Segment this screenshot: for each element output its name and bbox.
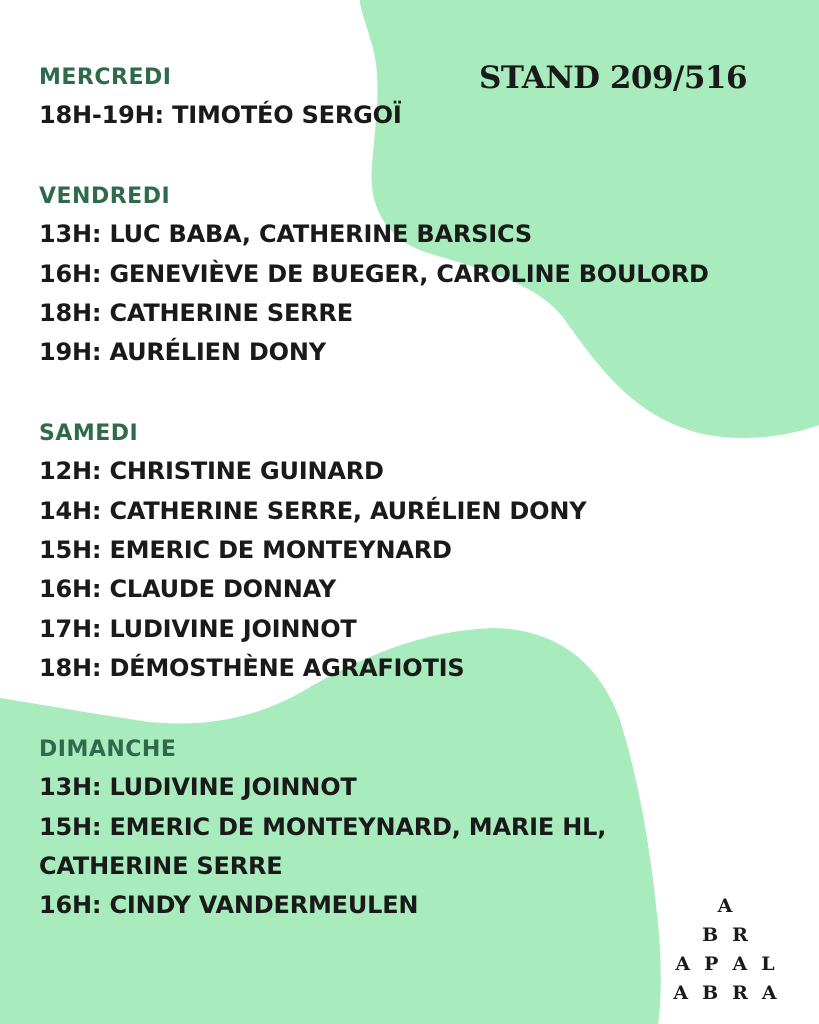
slot-item: 18H: DÉMOSTHÈNE AGRAFIOTIS [39, 653, 465, 682]
logo-letter: A [673, 982, 689, 1004]
day-section-vendredi [39, 179, 809, 372]
logo-letter: A [761, 982, 777, 1004]
slot-list [39, 452, 809, 688]
logo-letter: B [702, 924, 719, 946]
slot-item: 16H: CLAUDE DONNAY [39, 575, 336, 604]
logo-letter: P [704, 953, 719, 975]
logo-row [660, 892, 790, 921]
logo-row [660, 921, 790, 950]
slot-item: 19H: AURÉLIEN DONY [39, 338, 326, 367]
slot-item: 13H: LUDIVINE JOINNOT [39, 773, 357, 802]
logo-letter: A [675, 953, 691, 975]
slot-item: 12H: CHRISTINE GUINARD [39, 457, 384, 486]
slot-item: 14H: CATHERINE SERRE, AURÉLIEN DONY [39, 496, 587, 525]
slot-list [39, 96, 809, 135]
day-title: MERCREDI [39, 65, 172, 90]
logo-row [660, 979, 790, 1008]
slot-item: 15H: EMERIC DE MONTEYNARD, MARIE HL, [39, 812, 607, 841]
logo-letter: A [717, 895, 733, 917]
logo-letter: L [761, 953, 775, 975]
slot-item: 13H: LUC BABA, CATHERINE BARSICS [39, 220, 532, 249]
day-section-mercredi [39, 60, 809, 135]
slot-item: CATHERINE SERRE [39, 851, 283, 880]
slot-item: 18H-19H: TIMOTÉO SERGOÏ [39, 101, 402, 129]
logo-letter: R [732, 924, 748, 946]
day-title: SAMEDI [39, 421, 139, 447]
logo-row [660, 950, 790, 979]
slot-item: 18H: CATHERINE SERRE [39, 298, 353, 327]
day-title: DIMANCHE [39, 737, 177, 763]
logo-letter: B [702, 982, 719, 1004]
slot-item: 16H: GENEVIÈVE DE BUEGER, CAROLINE BOULORD [39, 259, 709, 288]
logo-letter: A [732, 953, 748, 975]
abrapalabra-logo [660, 892, 790, 1008]
slot-item: 15H: EMERIC DE MONTEYNARD [39, 536, 452, 565]
logo-letter: R [732, 982, 748, 1004]
schedule [39, 60, 809, 969]
stand-number: STAND 209/516 [479, 60, 748, 96]
slot-item: 16H: CINDY VANDERMEULEN [39, 891, 419, 920]
slot-item: 17H: LUDIVINE JOINNOT [39, 614, 357, 643]
day-section-samedi [39, 416, 809, 688]
day-title: VENDREDI [39, 184, 171, 210]
slot-list [39, 215, 809, 372]
